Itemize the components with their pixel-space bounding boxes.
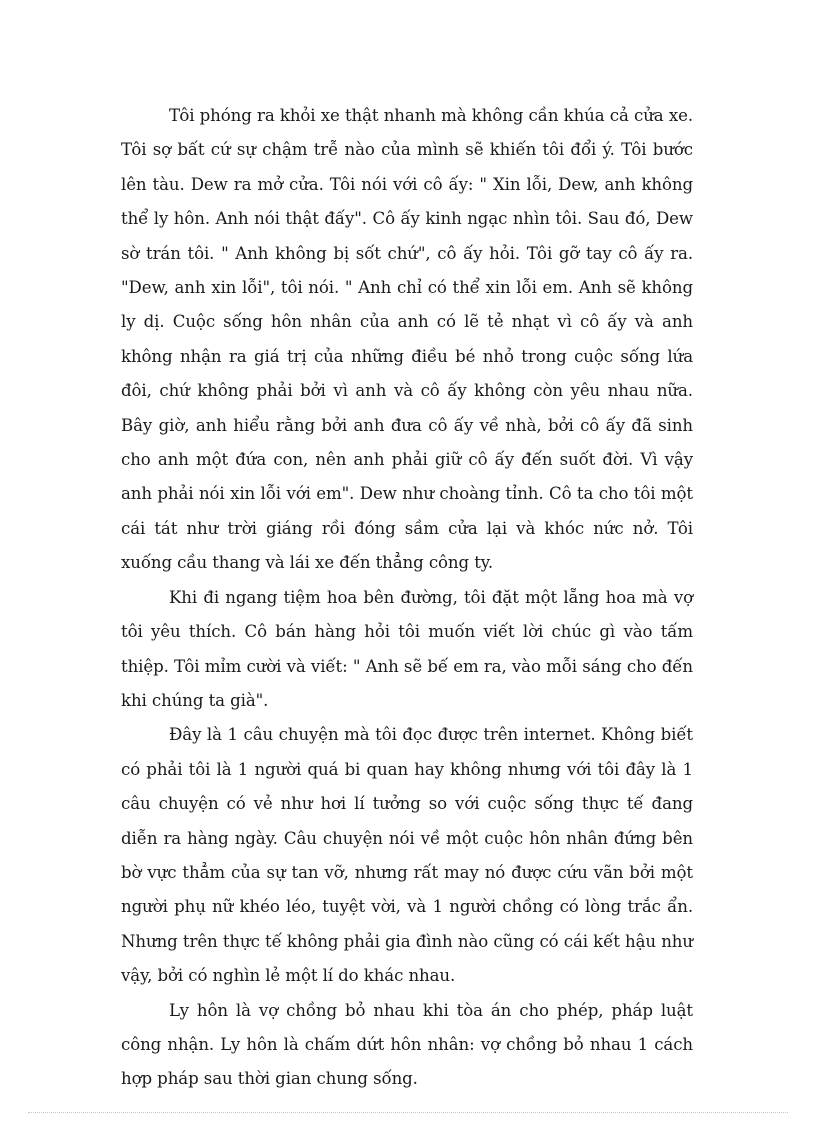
paragraph-3: Đây là 1 câu chuyện mà tôi đọc được trên internet. Không biết có phải tôi là 1 người quá bi quan hay không nhưng với tôi đây là 1 câu chuyện có vẻ như hơi lí tưởng so với cuộc sống thực tế đang diễn ra hàng ngày. Câu chuyện nói về một cuộc hôn nhân đứng bên bờ vực thẳm của sự tan vỡ, nhưng rất may nó được cứu vãn bởi một người phụ nữ khéo léo, tuyệt vời, và 1 người chồng có lòng trắc ẩn. Nhưng trên thực tế không phải gia đình nào cũng có cái kết hậu như vậy, bởi có nghìn lẻ một lí do khác nhau.: [121, 725, 693, 986]
paragraph-2: Khi đi ngang tiệm hoa bên đường, tôi đặt một lẵng hoa mà vợ tôi yêu thích. Cô bán hàng hỏi tôi muốn viết lời chúc gì vào tấm thiệp. Tôi mỉm cười và viết: " Anh sẽ bế em ra, vào mỗi sáng cho đến khi chúng ta già".: [121, 587, 693, 710]
document-body: [121, 99, 693, 1097]
paragraph-1: Tôi phóng ra khỏi xe thật nhanh mà không cần khúa cả cửa xe. Tôi sợ bất cứ sự chậm trễ nào của mình sẽ khiến tôi đổi ý. Tôi bước lên tàu. Dew ra mở cửa. Tôi nói với cô ấy: " Xin lỗi, Dew, anh không thể ly hôn. Anh nói thật đấy". Cô ấy kinh ngạc nhìn tôi. Sau đó, Dew sờ trán tôi. " Anh không bị sốt chứ", cô ấy hỏi. Tôi gỡ tay cô ấy ra. "Dew, anh xin lỗi", tôi nói. " Anh chỉ có thể xin lỗi em. Anh sẽ không ly dị. Cuộc sống hôn nhân của anh có lẽ tẻ nhạt vì cô ấy và anh không nhận ra giá trị của những điều bé nhỏ trong cuộc sống lứa đôi, chứ không phải bởi vì anh và cô ấy không còn yêu nhau nữa. Bây giờ, anh hiểu rằng bởi anh đưa cô ấy về nhà, bởi cô ấy đã sinh cho anh một đứa con, nên anh phải giữ cô ấy đến suốt đời. Vì vậy anh phải nói xin lỗi với em". Dew như choàng tỉnh. Cô ta cho tôi một cái tát như trời giáng rồi đóng sầm cửa lại và khóc nức nở. Tôi xuống cầu thang và lái xe đến thẳng công ty.: [121, 106, 693, 573]
paragraph-4: Ly hôn là vợ chồng bỏ nhau khi tòa án cho phép, pháp luật công nhận. Ly hôn là chấm dứt hôn nhân: vợ chồng bỏ nhau 1 cách hợp pháp sau thời gian chung sống.: [121, 1000, 693, 1089]
page-bottom-divider: [28, 1112, 788, 1113]
